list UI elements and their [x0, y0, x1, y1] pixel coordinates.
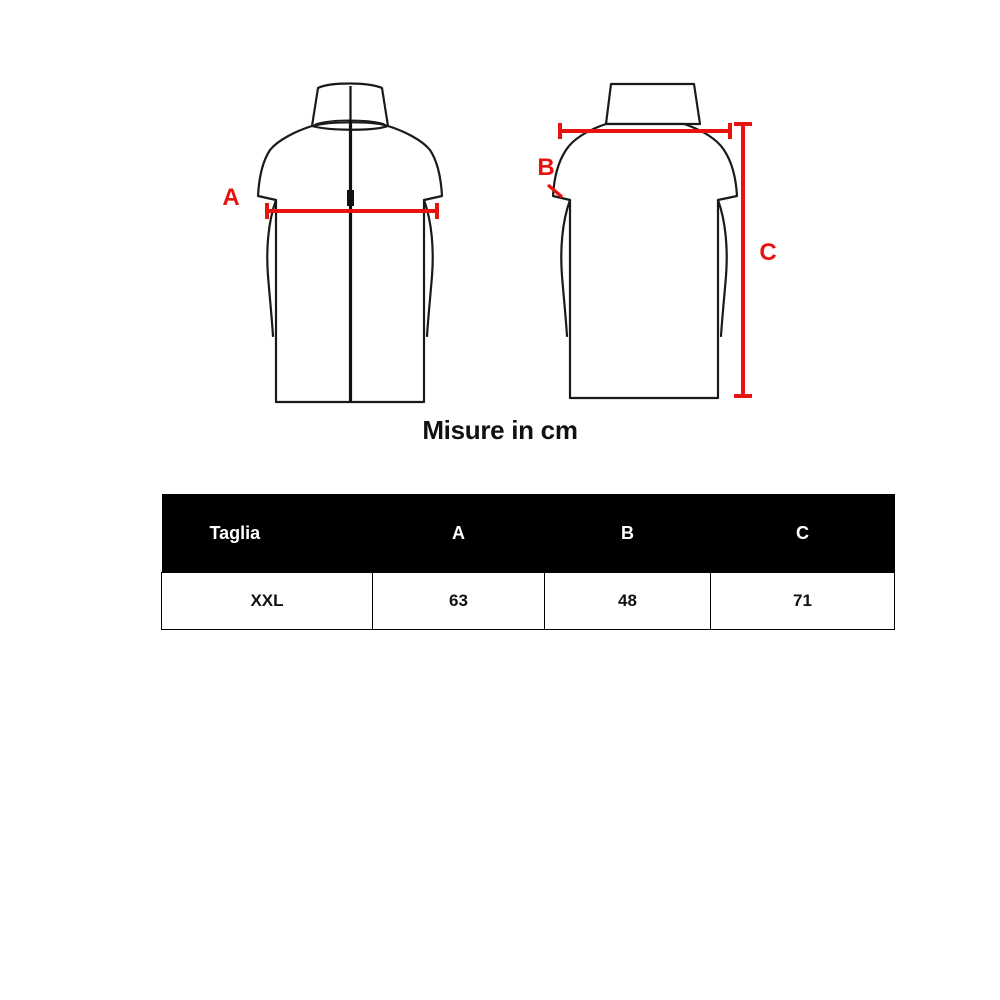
table-header-a: A — [373, 494, 545, 573]
back-body — [553, 124, 737, 398]
garment-diagram — [0, 0, 1000, 470]
table-header-taglia: Taglia — [162, 494, 373, 573]
measure-label-c: C — [759, 239, 777, 266]
size-table-wrapper — [161, 494, 839, 630]
size-table — [161, 494, 895, 630]
front-armhole-left — [267, 200, 276, 336]
zipper-pull — [347, 190, 354, 206]
table-header-row — [162, 494, 895, 573]
front-armhole-right — [424, 200, 433, 336]
back-armhole-left — [561, 200, 570, 336]
table-header-b: B — [545, 494, 711, 573]
cell-b: 48 — [545, 573, 711, 630]
size-table-body — [162, 573, 895, 630]
measure-line-c — [734, 124, 752, 396]
table-row — [162, 573, 895, 630]
cell-a: 63 — [373, 573, 545, 630]
back-collar — [606, 84, 700, 124]
size-table-head — [162, 494, 895, 573]
cell-c: 71 — [711, 573, 895, 630]
measure-label-a: A — [222, 184, 240, 211]
table-header-c: C — [711, 494, 895, 573]
measure-label-b: B — [537, 154, 555, 181]
back-armhole-right — [718, 200, 727, 336]
cell-size: XXL — [162, 573, 373, 630]
diagram-caption: Misure in cm — [422, 415, 578, 445]
